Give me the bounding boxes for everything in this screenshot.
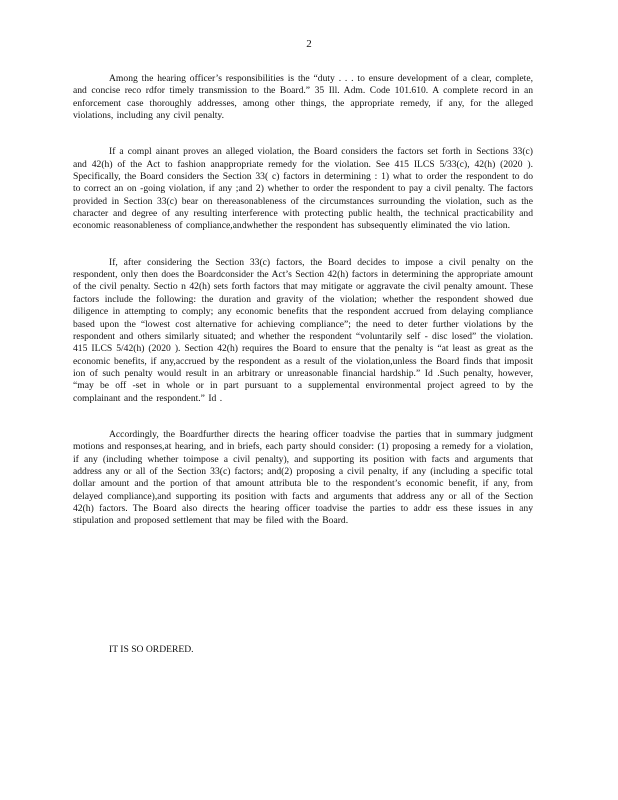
document-body — [73, 73, 533, 552]
paragraph-directions-to-parties: Accordingly, the Boardfurther directs the hearing officer toadvise the parties that in summary judgment motions and responses,at hearing, and in briefs, each party should consider: (1) proposing a remedy for a violation, if any (including whether toimpose a civil penalty), and supporting its position with facts and arguments that address any or all of the Section 33(c) factors; and(2) proposing a civil penalty, if any (including a specific total dollar amount and the portion of that amount attributa ble to the respondent’s economic benefit, if any, from delayed compliance),and supporting its position with facts and arguments that address any or all of the Section 42(h) factors. The Board also directs the hearing officer toadvise the parties to addr ess these issues in any stipulation and proposed settlement that may be filed with the Board. — [73, 428, 533, 527]
page-number: 2 — [306, 38, 312, 50]
closing-order: IT IS SO ORDERED. — [109, 644, 194, 655]
paragraph-section-33c-factors: If a compl ainant proves an alleged violation, the Board considers the factors set forth in Sections 33(c) and 42(h) of the Act to fashion anappropriate remedy for the violation. See 415 ILCS 5/33(c), 42(h) (2020 ). Specifically, the Board considers the Section 33( c) factors in determining : 1) what to order the respondent to do to correct an on -going violation, if any ;and 2) whether to order the respondent to pay a civil penalty. The factors provided in Section 33(c) bear on thereasonableness of the circumstances surrounding the violation, such as the character and degree of any resulting interference with protecting public health, the technical practicability and economic reasonableness of compliance,andwhether the respondent has subsequently eliminated the vio lation. — [73, 146, 533, 232]
paragraph-section-42h-factors: If, after considering the Section 33(c) factors, the Board decides to impose a civil penalty on the respondent, only then does the Boardconsider the Act’s Section 42(h) factors in determining the appropriate amount of the civil penalty. Sectio n 42(h) sets forth factors that may mitigate or aggravate the civil penalty amount. These factors include the following: the duration and gravity of the violation; whether the respondent showed due diligence in attempting to comply; any economic benefits that the respondent accrued from delaying compliance based upon the “lowest cost alternative for achieving compliance”; the need to deter further violations by the respondent and others similarly situated; and whether the respondent “voluntarily self - disc losed” the violation. 415 ILCS 5/42(h) (2020 ). Section 42(h) requires the Board to ensure that the penalty is “at least as great as the economic benefits, if any,accrued by the respondent as a result of the violation,unless the Board finds that imposit ion of such penalty would result in an arbitrary or unreasonable financial hardship.” Id .Such penalty, however, “may be off -set in whole or in part pursuant to a supplemental environmental project agreed to by the complainant and the respondent.” Id . — [73, 256, 533, 404]
paragraph-hearing-officer-duty: Among the hearing officer’s responsibilities is the “duty . . . to ensure development of a clear, complete, and concise reco rdfor timely transmission to the Board.” 35 Ill. Adm. Code 101.610. A complete record in an enforcement case thoroughly addresses, among other things, the appropriate remedy, if any, for the alleged violations, including any civil penalty. — [73, 73, 533, 122]
